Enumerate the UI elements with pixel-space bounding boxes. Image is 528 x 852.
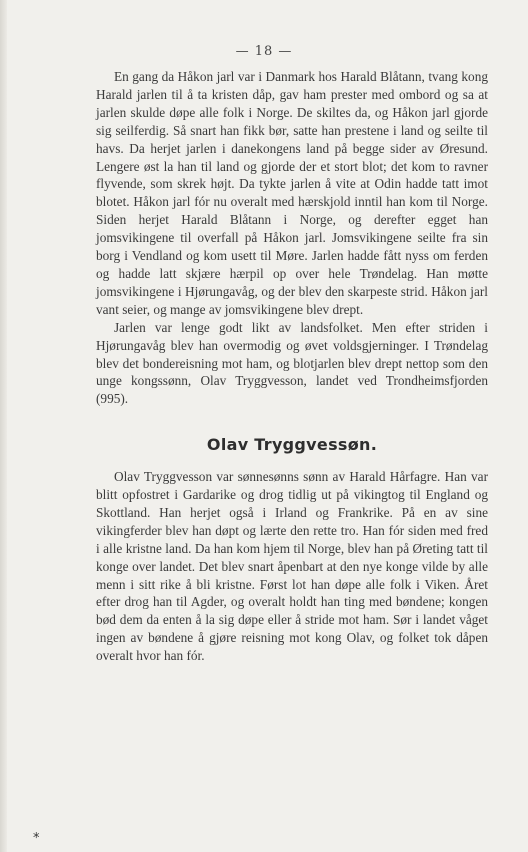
footer-mark: * (33, 831, 40, 846)
page-number: — 18 — (235, 44, 293, 59)
body-text (96, 68, 488, 665)
section-heading: Olav Tryggvessøn. (206, 435, 378, 455)
paragraph: Olav Tryggvesson var sønnesønns sønn av Harald Hårfagre. Han var blitt opfostret i Gardarike og drog tidlig ut på vikingtog til England og Skottland. Han herjet også i Irland og Frankrike. På en av sine vikingferder blev han døpt og lærte den rette tro. Han fór siden med fred i alle kristne land. Da han kom hjem til Norge, blev han på Øreting tatt til konge over landet. Det blev snart åpenbart at den nye konge vilde by alle menn i sitt rike å bli kristne. Først lot han døpe alle folk i Viken. Året efter drog han til Agder, og overalt holdt han ting med bøndene; kongen bød dem da enten å la sig døpe eller å stride mot ham. Sør i landet våget ingen av bøndene å gjøre reisning mot kong Olav, og folket tok dåpen overalt hvor han fór. (96, 469, 488, 664)
paragraph: Jarlen var lenge godt likt av landsfolket. Men efter striden i Hjørungavåg blev han overmodig og øvet voldsgjerninger. I Trøndelag blev det bondereisning mot ham, og blotjarlen blev drept nettop som den unge kongssønn, Olav Tryggvesson, landet ved Trondheimsfjorden (995). (96, 319, 488, 407)
paragraph: En gang da Håkon jarl var i Danmark hos Harald Blåtann, tvang kong Harald jarlen til å ta kristen dåp, gav ham prester med ombord og sa at jarlen skulde døpe alle folk i Norge. De skiltes da, og Håkon jarl gjorde sig seilferdig. Så snart han fikk bør, satte han prestene i land og seilte til havs. Da herjet jarlen i danekongens land på begge sider av Øresund. Lengere øst la han til land og gjorde der et stort blot; det kom to ravner flyvende, som skrek højt. Da tykte jarlen å vite at Odin hadde tatt imot blotet. Håkon jarl fór nu overalt med hærskjold inntil han kom til Norge. Siden herjet Harald Blåtann i Norge, og derefter egget han jomsvikingene til overfall på Håkon jarl. Jomsvikingene seilte fra sin borg i Vendland og kom usett til Møre. Jarlen hadde fått nyss om ferden og hadde latt skjære hærpil op over hele Trøndelag. Han møtte jomsvikingene i Hjørungavåg, og der blev den skarpeste strid. Håkon jarl vant seier, og mange av jomsvikingene blev drept. (96, 69, 488, 317)
page-edge-shadow (0, 0, 7, 852)
